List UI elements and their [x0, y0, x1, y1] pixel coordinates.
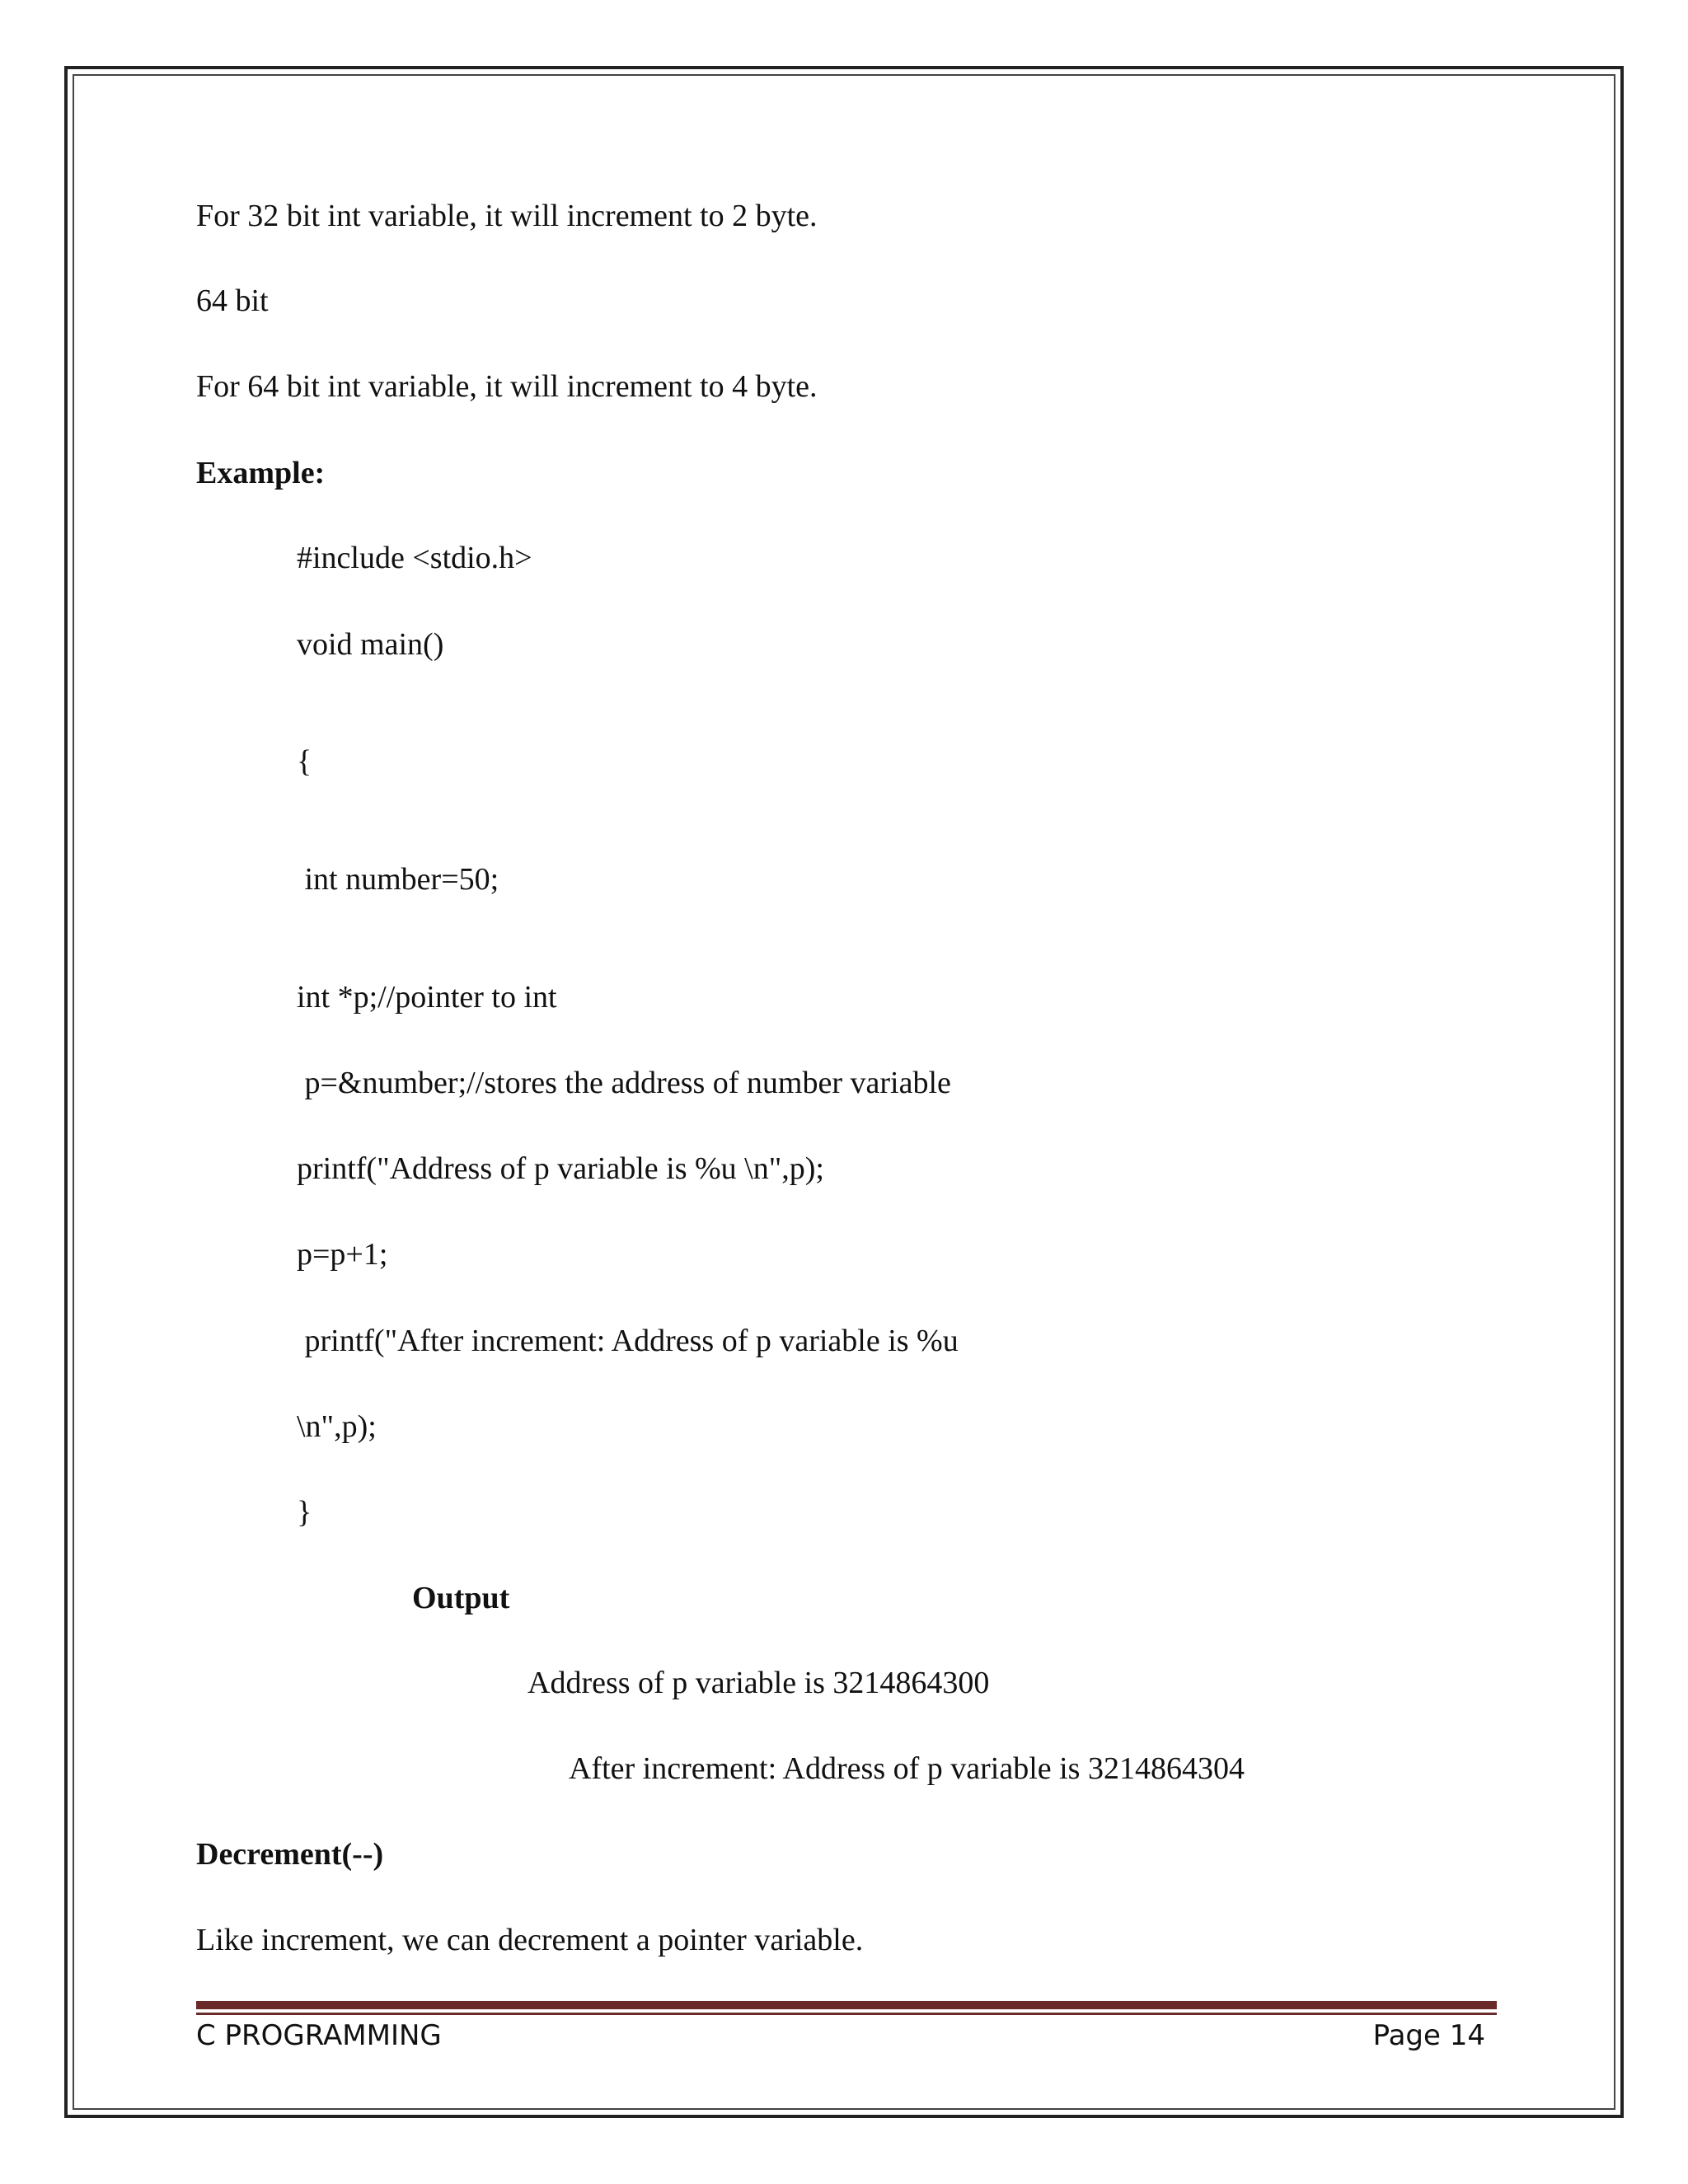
decrement-heading: Decrement(--) [196, 1837, 384, 1872]
output-line-1: Address of p variable is 3214864300 [528, 1666, 990, 1700]
code-line-number: int number=50; [297, 862, 499, 897]
footer-page-number: Page 14 [1372, 2019, 1485, 2052]
code-line-open-brace: { [297, 744, 312, 779]
footer-title: C PROGRAMMING [196, 2019, 442, 2052]
code-line-assign: p=&number;//stores the address of number variable [297, 1066, 951, 1100]
text-32bit: For 32 bit int variable, it will increment to 2 byte. [196, 199, 818, 233]
code-line-increment: p=p+1; [297, 1237, 388, 1272]
code-line-include: #include <stdio.h> [297, 541, 532, 575]
code-line-printf2: printf("After increment: Address of p variable is %u [297, 1324, 959, 1358]
decrement-text: Like increment, we can decrement a pointer variable. [196, 1923, 864, 1957]
code-line-close-brace: } [297, 1495, 312, 1530]
code-line-printf1: printf("Address of p variable is %u \n",p); [297, 1151, 824, 1186]
output-line-2: After increment: Address of p variable is 3214864304 [569, 1751, 1245, 1786]
footer-rule-thin [196, 2013, 1497, 2015]
output-heading: Output [412, 1581, 510, 1615]
code-line-pointer: int *p;//pointer to int [297, 980, 557, 1015]
text-64bit-heading: 64 bit [196, 284, 269, 318]
footer-rule-thick [196, 2001, 1497, 2009]
code-line-printf2-cont: \n",p); [297, 1409, 377, 1444]
example-heading: Example: [196, 456, 326, 490]
code-line-main: void main() [297, 627, 444, 662]
text-64bit: For 64 bit int variable, it will increment to 4 byte. [196, 369, 818, 404]
